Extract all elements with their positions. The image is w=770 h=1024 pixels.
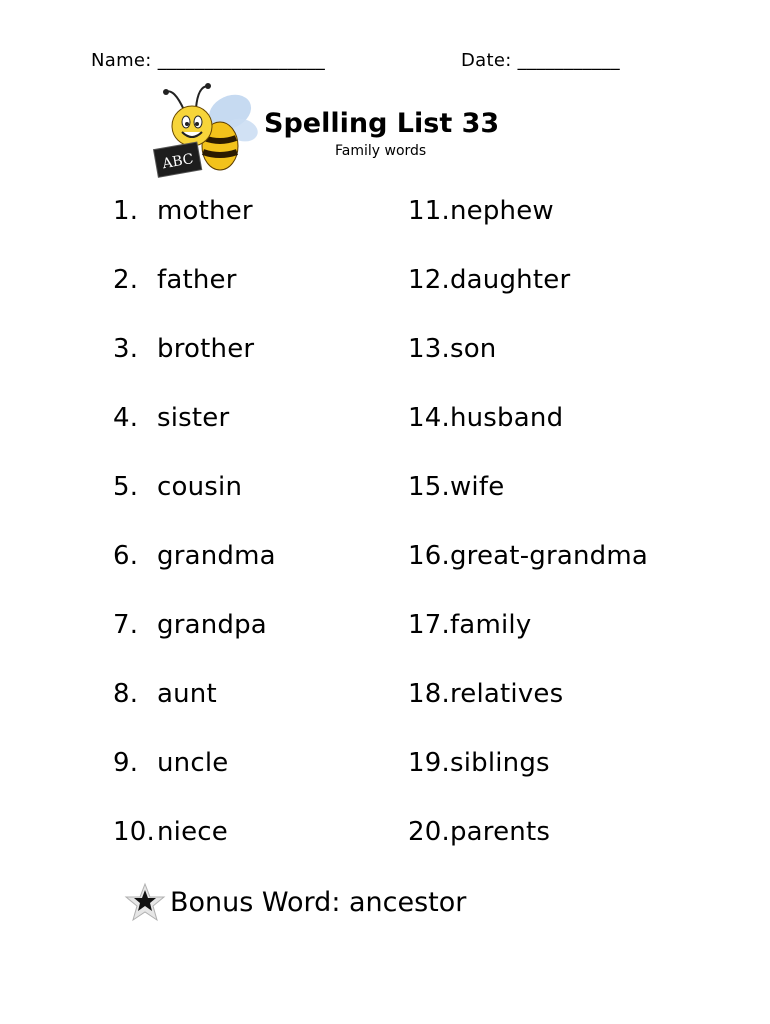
star-icon (124, 881, 166, 923)
item-number: 6. (113, 541, 139, 571)
item-number: 10. (113, 817, 155, 847)
list-item (113, 472, 242, 502)
list-item (113, 610, 267, 640)
item-number: 19. (408, 748, 450, 778)
item-word: wife (449, 472, 505, 502)
item-number: 2. (113, 265, 139, 295)
item-word: mother (157, 196, 253, 226)
item-number: 20. (408, 817, 450, 847)
list-item (113, 748, 228, 778)
list-item (408, 817, 550, 847)
item-number: 14. (408, 403, 450, 433)
item-number: 13. (408, 334, 450, 364)
item-number: 5. (113, 472, 139, 502)
list-item (408, 265, 570, 295)
item-number: 7. (113, 610, 139, 640)
item-number: 18. (408, 679, 450, 709)
page-title: Spelling List 33 (264, 108, 500, 139)
list-item (113, 679, 217, 709)
item-word: grandpa (157, 610, 267, 640)
item-number: 17. (408, 610, 450, 640)
list-item (408, 610, 531, 640)
item-word: family (449, 610, 532, 640)
item-number: 15. (408, 472, 450, 502)
item-number: 4. (113, 403, 139, 433)
bonus-word (124, 880, 466, 924)
item-number: 1. (113, 196, 139, 226)
item-word: son (449, 334, 497, 364)
item-word: nephew (449, 196, 554, 226)
list-item (408, 748, 550, 778)
item-number: 8. (113, 679, 139, 709)
page-subtitle: Family words (335, 143, 427, 159)
list-item (113, 265, 237, 295)
date-field-line: Date: ___________ (461, 50, 620, 71)
list-item (408, 679, 563, 709)
item-word: aunt (157, 679, 217, 709)
item-word: husband (449, 403, 564, 433)
item-word: cousin (157, 472, 243, 502)
spelling-bee-icon (150, 80, 262, 184)
item-word: parents (449, 817, 551, 847)
list-item (408, 541, 648, 571)
list-item (113, 403, 229, 433)
item-word: great-grandma (449, 541, 649, 571)
item-number: 9. (113, 748, 139, 778)
list-item (113, 541, 276, 571)
item-number: 11. (408, 196, 450, 226)
item-word: brother (157, 334, 255, 364)
list-item (113, 334, 254, 364)
list-item (113, 817, 228, 847)
item-word: uncle (157, 748, 229, 778)
item-word: relatives (449, 679, 564, 709)
list-item (408, 472, 504, 502)
list-item (113, 196, 253, 226)
item-word: daughter (449, 265, 571, 295)
bonus-word-text: Bonus Word: ancestor (170, 886, 467, 918)
list-item (408, 196, 554, 226)
item-word: niece (157, 817, 228, 847)
list-item (408, 334, 497, 364)
svg-text:ABC: ABC (161, 151, 195, 173)
name-field-line: Name: __________________ (91, 50, 326, 71)
item-number: 3. (113, 334, 139, 364)
item-number: 12. (408, 265, 450, 295)
item-number: 16. (408, 541, 450, 571)
item-word: sister (157, 403, 230, 433)
item-word: siblings (449, 748, 550, 778)
item-word: father (157, 265, 237, 295)
list-item (408, 403, 563, 433)
item-word: grandma (157, 541, 276, 571)
